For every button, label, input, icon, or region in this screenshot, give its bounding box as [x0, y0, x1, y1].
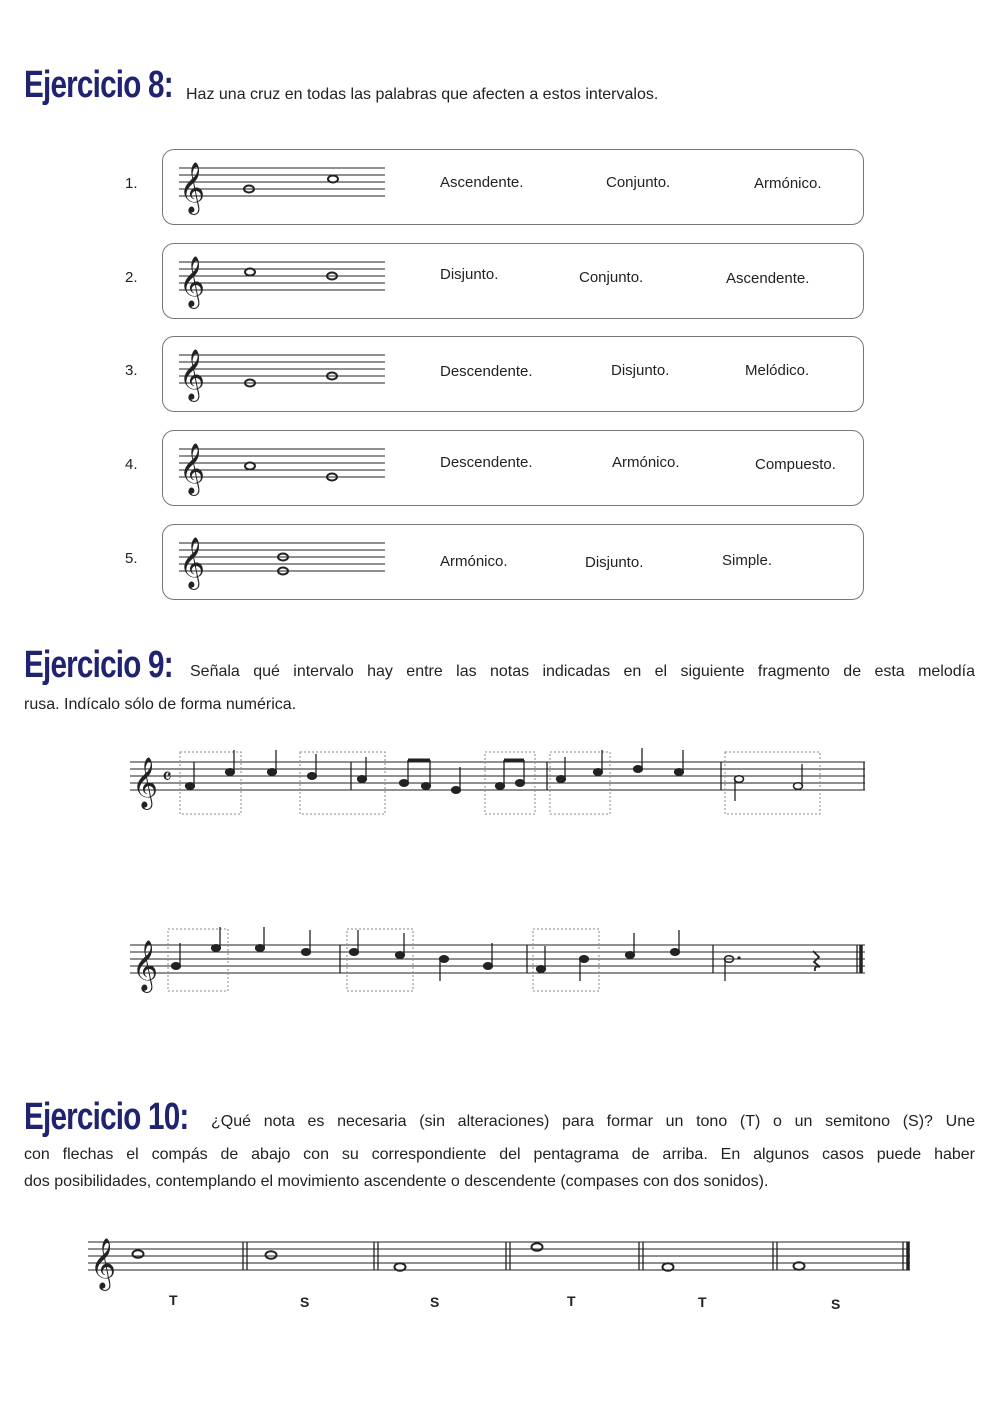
ex10-instruction-line2: con flechas el compás de abajo con su correspondiente del pentagrama de arriba. En algunos casos puede haber — [24, 1146, 975, 1163]
treble-clef-icon: 𝄞 — [179, 349, 206, 400]
melody-staff-1 — [130, 748, 865, 818]
whole-note — [328, 176, 338, 183]
option-word[interactable]: Descendente. — [440, 363, 533, 380]
treble-clef-icon: 𝄞 — [90, 1238, 117, 1289]
whole-note — [133, 1250, 144, 1258]
note — [626, 952, 635, 959]
ex10-title: Ejercicio 10: — [24, 1096, 189, 1138]
note — [671, 949, 680, 956]
whole-note — [532, 1243, 543, 1251]
treble-clef-icon: 𝄞 — [132, 757, 159, 808]
interval-box — [533, 929, 599, 991]
row-number: 3. — [125, 362, 138, 379]
interval-row-2 — [162, 243, 864, 319]
staff-5 — [163, 525, 393, 599]
note — [350, 949, 359, 956]
treble-clef-icon: 𝄞 — [179, 256, 206, 307]
label-tone-semitone: T — [698, 1294, 707, 1310]
label-tone-semitone: T — [169, 1292, 178, 1308]
melody-staff-2 — [130, 925, 865, 995]
option-word[interactable]: Conjunto. — [606, 174, 671, 191]
option-word[interactable]: Disjunto. — [611, 362, 670, 379]
note — [675, 769, 684, 776]
interval-box — [168, 929, 228, 991]
note — [400, 780, 409, 787]
treble-clef-icon: 𝄞 — [179, 537, 206, 588]
option-word[interactable]: Ascendente. — [726, 270, 810, 287]
ex8-instruction: Haz una cruz en todas las palabras que afecten a estos intervalos. — [186, 86, 659, 103]
row-number: 1. — [125, 175, 138, 192]
note — [396, 952, 405, 959]
interval-row-5 — [162, 524, 864, 600]
note — [537, 966, 546, 973]
note — [484, 963, 493, 970]
treble-clef-icon: 𝄞 — [179, 443, 206, 494]
note — [256, 945, 265, 952]
note — [358, 776, 367, 783]
label-tone-semitone: S — [430, 1294, 440, 1310]
interval-row-4 — [162, 430, 864, 506]
staff-1 — [163, 150, 393, 224]
label-tone-semitone: S — [831, 1296, 841, 1312]
staff-3 — [163, 337, 393, 411]
option-word[interactable]: Melódico. — [745, 362, 810, 379]
treble-clef-icon: 𝄞 — [179, 162, 206, 213]
note — [634, 766, 643, 773]
option-word[interactable]: Ascendente. — [440, 174, 524, 191]
note — [268, 769, 277, 776]
row-number: 2. — [125, 269, 138, 286]
ex9-instruction-line2: rusa. Indícalo sólo de forma numérica. — [24, 696, 297, 713]
label-tone-semitone: T — [567, 1293, 576, 1309]
note — [496, 783, 505, 790]
note — [452, 787, 461, 794]
option-word[interactable]: Descendente. — [440, 454, 533, 471]
note — [226, 769, 235, 776]
tone-semitone-staff — [88, 1230, 913, 1290]
label-tone-semitone: S — [300, 1294, 310, 1310]
quarter-rest-icon — [813, 951, 820, 971]
note — [440, 956, 449, 963]
ex9-instruction-line1: Señala qué intervalo hay entre las notas indicadas en el siguiente fragmento de esta melodía — [190, 663, 975, 680]
half-note — [735, 776, 744, 783]
ex8-title: Ejercicio 8: — [24, 64, 173, 106]
staff-4 — [163, 431, 393, 505]
treble-clef-icon: 𝄞 — [132, 940, 159, 991]
whole-note — [266, 1251, 277, 1259]
option-word[interactable]: Armónico. — [754, 175, 822, 192]
option-word[interactable]: Compuesto. — [755, 456, 836, 473]
note — [302, 949, 311, 956]
option-word[interactable]: Armónico. — [612, 454, 680, 471]
note — [580, 956, 589, 963]
whole-note — [245, 463, 255, 470]
note — [186, 783, 195, 790]
half-note — [794, 783, 803, 790]
whole-note — [245, 269, 255, 276]
ex10-instruction-line1: ¿Qué nota es necesaria (sin alteraciones) para formar un tono (T) o un semitono (S)? Une — [211, 1113, 975, 1130]
interval-row-3 — [162, 336, 864, 412]
row-number: 5. — [125, 550, 138, 567]
note — [212, 945, 221, 952]
option-word[interactable]: Disjunto. — [585, 554, 644, 571]
option-word[interactable]: Armónico. — [440, 553, 508, 570]
interval-box — [347, 929, 413, 991]
note — [557, 776, 566, 783]
note — [172, 963, 181, 970]
option-word[interactable]: Disjunto. — [440, 266, 499, 283]
ex10-instruction-line3: dos posibilidades, contemplando el movimiento ascendente o descendente (compases con dos sonidos). — [24, 1173, 769, 1190]
note — [516, 780, 525, 787]
note — [594, 769, 603, 776]
note — [422, 783, 431, 790]
common-time-icon: 𝄴 — [162, 765, 172, 790]
row-number: 4. — [125, 456, 138, 473]
option-word[interactable]: Simple. — [722, 552, 773, 569]
note — [308, 773, 317, 780]
ex9-title: Ejercicio 9: — [24, 644, 173, 686]
staff-2 — [163, 244, 393, 318]
option-word[interactable]: Conjunto. — [579, 269, 644, 286]
interval-row-1 — [162, 149, 864, 225]
